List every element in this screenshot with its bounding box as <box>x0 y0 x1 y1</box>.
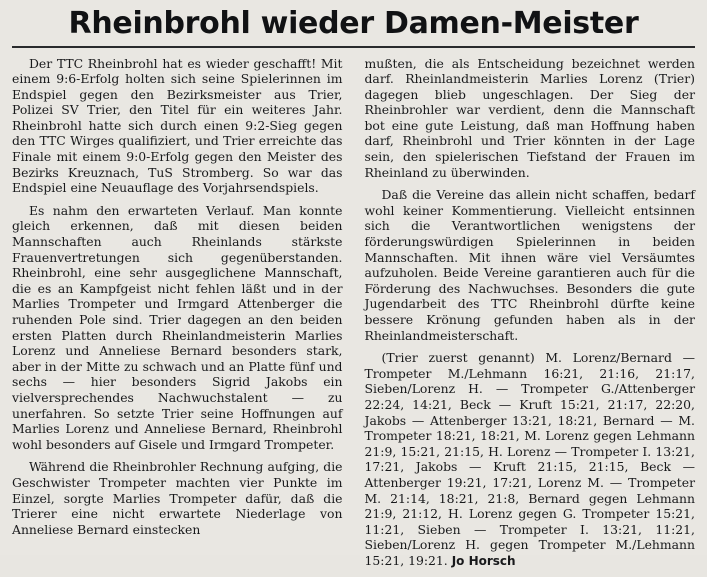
paragraph: mußten, die als Entscheidung bezeichnet werden darf. Rheinlandmeisterin Marlies Lorenz (Trier) dagegen blieb ungeschlagen. Der Sieg der Rheinbrohler war verdient, denn die Mannschaft bot eine gute Leistung, daß man Hoffnung haben darf, Rheinbrohl und Trier könnten in der Lage sein, den spielerischen Tiefstand der Frauen im Rheinland zu überwinden. <box>364 55 695 180</box>
paragraph: Daß die Vereine das allein nicht schaffen, bedarf wohl keiner Kommentierung. Vielleicht entsinnen sich die Verantwortlichen wenigstens der förderungswürdigen Spielerinnen in beiden Mannschaften. Mit ihnen wäre viel Versäumtes aufzuholen. Beide Vereine garantieren auch für die Förderung des Nachwuchses. Besonders die gute Jugendarbeit des TTC Rheinbrohl dürfte keine bessere Krönung gefunden haben als in der Rheinlandmeisterschaft. <box>364 187 695 343</box>
page-title: Rheinbrohl wieder Damen-Meister <box>68 6 639 41</box>
match-results-paragraph <box>365 350 696 569</box>
header-divider <box>12 46 695 48</box>
paragraph: Der TTC Rheinbrohl hat es wieder geschafft! Mit einem 9:6-Erfolg holten sich seine Spielerinnen im Endspiel gegen den Bezirksmeister aus Trier, Polizei SV Trier, den Titel für ein weiteres Jahr. Rheinbrohl hatte sich durch einen 9:2-Sieg gegen den TTC Wirges qualifiziert, und Trier erreichte das Finale mit einem 9:0-Erfolg gegen den Meister des Bezirks Kreuznach, TuS Stromberg. So war das Endspiel eine Neuauflage des Vorjahrsendspiels. <box>12 55 343 196</box>
match-results-text: (Trier zuerst genannt) M. Lorenz/Bernard — Trompeter M./Lehmann 16:21, 21:16, 21:17, Sieben/Lorenz H. — Trompeter G./Attenberger 22:24, 14:21, Beck — Kruft 15:21, 21:17, 22:20, Jakobs — Attenberger 13:21, 18:21, Bernard — M. Trompeter 18:21, 18:21, M. Lorenz gegen Lehmann 21:9, 15:21, 21:15, H. Lorenz — Trompeter I. 13:21, 17:21, Jakobs — Kruft 21:15, 21:15, Beck — Attenberger 19:21, 17:21, Lorenz M. — Trompeter M. 21:14, 18:21, 21:8, Bernard gegen Lehmann 21:9, 21:12, H. Lorenz gegen G. Trompeter 15:21, 11:21, Sieben — Trompeter I. 13:21, 11:21, Sieben/Lorenz H. gegen Trompeter M./Lehmann 15:21, 19:21. <box>364 350 695 568</box>
article-columns <box>12 56 695 577</box>
paragraph: Während die Rheinbrohler Rechnung aufging, die Geschwister Trompeter machten vier Punkte im Einzel, sorgte Marlies Trompeter dafür, daß die Trierer eine nicht erwartete Niederlage von Anneliese Bernard einstecken <box>12 459 343 537</box>
right-column <box>365 56 696 577</box>
paragraph: Es nahm den erwarteten Verlauf. Man konnte gleich erkennen, daß mit diesen beiden Mannschaften auch Rheinlands stärkste Frauenvertretungen sich gegenüberstanden. Rheinbrohl, eine sehr ausgeglichene Mannschaft, die es an Kampfgeist nicht fehlen läßt und in der Marlies Trompeter und Irmgard Attenberger die ruhenden Pole sind. Trier dagegen an den beiden ersten Platten durch Rheinlandmeisterin Marlies Lorenz und Anneliese Bernard besonders stark, aber in der Mitte zu schwach und an Platte fünf und sechs — hier besonders Sigrid Jakobs ein vielversprechendes Nachwuchstalent — zu unerfahren. So setzte Trier seine Hoffnungen auf Marlies Lorenz und Anneliese Bernard, Rheinbrohl wohl besonders auf Gisele und Irmgard Trompeter. <box>12 202 343 452</box>
left-column <box>12 56 343 545</box>
byline: Jo Horsch <box>451 553 516 568</box>
